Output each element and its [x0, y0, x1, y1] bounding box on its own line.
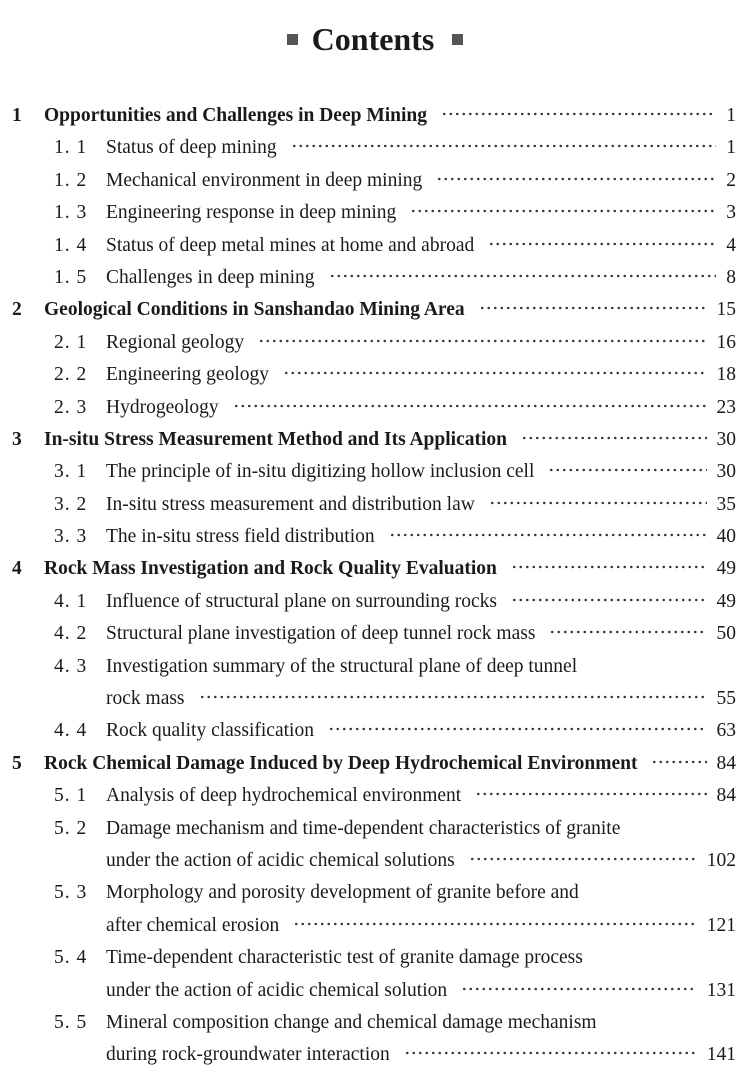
- toc-entry-title: Opportunities and Challenges in Deep Mining: [44, 105, 428, 126]
- toc-entry-title: Morphology and porosity development of granite before and: [106, 882, 579, 904]
- toc-page-number: 121: [706, 914, 736, 936]
- dot-leader: [489, 501, 707, 505]
- toc-section-entry[interactable]: [0, 586, 750, 618]
- toc-section-entry[interactable]: [0, 521, 750, 553]
- toc-entry-title-continued: during rock-groundwater interaction: [106, 1044, 390, 1066]
- toc-entry-title: Structural plane investigation of deep tunnel rock mass: [106, 623, 536, 645]
- toc-entry-title-continued: under the action of acidic chemical solution: [106, 979, 448, 1001]
- toc-section-entry[interactable]: [0, 715, 750, 747]
- toc-entry-title: Challenges in deep mining: [106, 266, 315, 288]
- toc-entry-title: Analysis of deep hydrochemical environment: [106, 785, 462, 807]
- square-bullet-icon: [452, 34, 463, 45]
- toc-chapter-entry[interactable]: [0, 294, 750, 326]
- toc-page-number: 50: [716, 623, 736, 645]
- dot-leader: [441, 112, 716, 116]
- toc-entry-number: 5. 3: [54, 882, 88, 904]
- toc-page-number: 49: [716, 558, 736, 580]
- dot-leader: [258, 339, 706, 343]
- toc-entry-title: Time-dependent characteristic test of granite damage process: [106, 947, 583, 969]
- toc-page-number: 4: [726, 234, 736, 256]
- toc-entry-title: Investigation summary of the structural plane of deep tunnel: [106, 655, 578, 677]
- toc-entry-number: 4. 1: [54, 590, 88, 612]
- dot-leader: [511, 598, 707, 602]
- toc-entry-continuation[interactable]: [0, 845, 750, 877]
- toc-page-number: 16: [716, 331, 736, 353]
- toc-page-number: 1: [726, 137, 736, 159]
- toc-entry-number: 5: [12, 752, 22, 774]
- toc-entry-number: 5. 2: [54, 817, 88, 839]
- toc-page-number: 8: [726, 266, 736, 288]
- toc-chapter-entry[interactable]: [0, 553, 750, 585]
- dot-leader: [488, 242, 716, 246]
- toc-entry-number: 1: [12, 105, 22, 126]
- toc-page-number: 55: [716, 688, 736, 710]
- toc-entry-number: 2. 3: [54, 396, 88, 418]
- page-title-block: [0, 14, 750, 64]
- toc-section-entry[interactable]: [0, 618, 750, 650]
- dot-leader: [199, 695, 707, 699]
- toc-entry-number: 4. 4: [54, 720, 88, 742]
- dot-leader: [549, 630, 706, 634]
- toc-entry-number: 4. 3: [54, 655, 88, 677]
- dot-leader: [233, 404, 707, 408]
- dot-leader: [479, 306, 707, 310]
- toc-section-entry[interactable]: [0, 813, 750, 845]
- toc-page-number: 2: [726, 169, 736, 191]
- toc-section-entry[interactable]: [0, 327, 750, 359]
- toc-entry-title: Engineering response in deep mining: [106, 202, 397, 224]
- toc-entry-title: Mineral composition change and chemical damage mechanism: [106, 1011, 597, 1033]
- toc-section-entry[interactable]: [0, 456, 750, 488]
- toc-section-entry[interactable]: [0, 132, 750, 164]
- dot-leader: [389, 533, 707, 537]
- toc-section-entry[interactable]: [0, 489, 750, 521]
- toc-section-entry[interactable]: [0, 359, 750, 391]
- toc-section-entry[interactable]: [0, 651, 750, 683]
- toc-section-entry[interactable]: [0, 942, 750, 974]
- toc-entry-title: Status of deep mining: [106, 137, 277, 159]
- toc-entry-number: 2: [12, 299, 22, 321]
- toc-entry-number: 5. 1: [54, 785, 88, 807]
- toc-entry-title: Regional geology: [106, 331, 245, 353]
- toc-entry-title: Mechanical environment in deep mining: [106, 169, 423, 191]
- toc-entry-number: 1. 5: [54, 266, 88, 288]
- toc-entry-title: Rock Chemical Damage Induced by Deep Hydrochemical Environment: [44, 752, 638, 774]
- toc-chapter-entry[interactable]: [0, 424, 750, 456]
- toc-section-entry[interactable]: [0, 262, 750, 294]
- toc-entry-number: 1. 3: [54, 202, 88, 224]
- toc-entry-continuation[interactable]: [0, 975, 750, 1007]
- toc-section-entry[interactable]: [0, 197, 750, 229]
- page-title: Contents: [311, 21, 435, 57]
- dot-leader: [283, 371, 707, 375]
- toc-page-number: 23: [716, 396, 736, 418]
- toc-page-number: 141: [706, 1044, 736, 1066]
- toc-section-entry[interactable]: [0, 780, 750, 812]
- toc-page-number: 3: [726, 202, 736, 224]
- toc-entry-number: 3. 1: [54, 461, 88, 483]
- toc-entry-number: 1. 1: [54, 137, 88, 159]
- dot-leader: [410, 209, 716, 213]
- dot-leader: [469, 857, 697, 861]
- toc-page-number: 35: [716, 493, 736, 515]
- dot-leader: [651, 760, 706, 764]
- toc-entry-title: In-situ Stress Measurement Method and Its Application: [44, 428, 507, 450]
- toc-entry-title: The in-situ stress field distribution: [106, 526, 375, 548]
- toc-page-number: 30: [716, 428, 736, 450]
- toc-page-number: 84: [716, 785, 736, 807]
- toc-entry-number: 3. 3: [54, 526, 88, 548]
- toc-entry-number: 4. 2: [54, 623, 88, 645]
- toc-section-entry[interactable]: [0, 230, 750, 262]
- toc-entry-continuation[interactable]: [0, 1039, 750, 1071]
- toc-entry-continuation[interactable]: [0, 910, 750, 942]
- toc-entry-title-continued: under the action of acidic chemical solutions: [106, 849, 455, 871]
- toc-page-number: 1: [726, 105, 736, 126]
- dot-leader: [436, 177, 716, 181]
- table-of-contents: [0, 100, 750, 1072]
- toc-entry-title-continued: rock mass: [106, 688, 185, 710]
- toc-section-entry[interactable]: [0, 1007, 750, 1039]
- toc-entry-number: 5. 4: [54, 947, 88, 969]
- toc-page-number: 131: [706, 979, 736, 1001]
- toc-entry-title: Damage mechanism and time-dependent characteristics of granite: [106, 817, 621, 839]
- toc-page-number: 40: [716, 526, 736, 548]
- toc-page-number: 30: [716, 461, 736, 483]
- dot-leader: [291, 144, 717, 148]
- toc-section-entry[interactable]: [0, 165, 750, 197]
- toc-chapter-entry[interactable]: [0, 100, 750, 132]
- toc-entry-number: 2. 1: [54, 331, 88, 353]
- dot-leader: [548, 468, 706, 472]
- toc-chapter-entry[interactable]: [0, 748, 750, 780]
- toc-entry-number: 1. 2: [54, 169, 88, 191]
- dot-leader: [511, 565, 707, 569]
- toc-entry-title: In-situ stress measurement and distribution law: [106, 493, 475, 515]
- toc-entry-title: Rock quality classification: [106, 720, 314, 742]
- toc-entry-title: Engineering geology: [106, 364, 269, 386]
- dot-leader: [475, 792, 706, 796]
- toc-page-number: 18: [716, 364, 736, 386]
- dot-leader: [328, 727, 707, 731]
- toc-entry-title: Influence of structural plane on surrounding rocks: [106, 590, 497, 612]
- toc-entry-number: 3. 2: [54, 493, 88, 515]
- toc-entry-number: 2. 2: [54, 364, 88, 386]
- toc-entry-title: Status of deep metal mines at home and abroad: [106, 234, 475, 256]
- dot-leader: [521, 436, 707, 440]
- dot-leader: [329, 274, 717, 278]
- toc-page-number: 63: [716, 720, 736, 742]
- dot-leader: [404, 1051, 697, 1055]
- dot-leader: [293, 922, 697, 926]
- toc-entry-title: Rock Mass Investigation and Rock Quality Evaluation: [44, 558, 497, 580]
- toc-page-number: 84: [716, 752, 736, 774]
- square-bullet-icon: [287, 34, 298, 45]
- toc-page-number: 49: [716, 590, 736, 612]
- toc-page-number: 15: [716, 299, 736, 321]
- toc-entry-number: 4: [12, 558, 22, 580]
- toc-section-entry[interactable]: [0, 877, 750, 909]
- toc-entry-number: 5. 5: [54, 1011, 88, 1033]
- toc-entry-number: 1. 4: [54, 234, 88, 256]
- toc-section-entry[interactable]: [0, 392, 750, 424]
- toc-entry-continuation[interactable]: [0, 683, 750, 715]
- dot-leader: [461, 987, 697, 991]
- toc-page-number: 102: [706, 849, 736, 871]
- toc-entry-number: 3: [12, 428, 22, 450]
- toc-entry-title: The principle of in-situ digitizing hollow inclusion cell: [106, 461, 535, 483]
- toc-entry-title: Hydrogeology: [106, 396, 219, 418]
- toc-entry-title-continued: after chemical erosion: [106, 914, 280, 936]
- toc-entry-title: Geological Conditions in Sanshandao Mining Area: [44, 299, 465, 321]
